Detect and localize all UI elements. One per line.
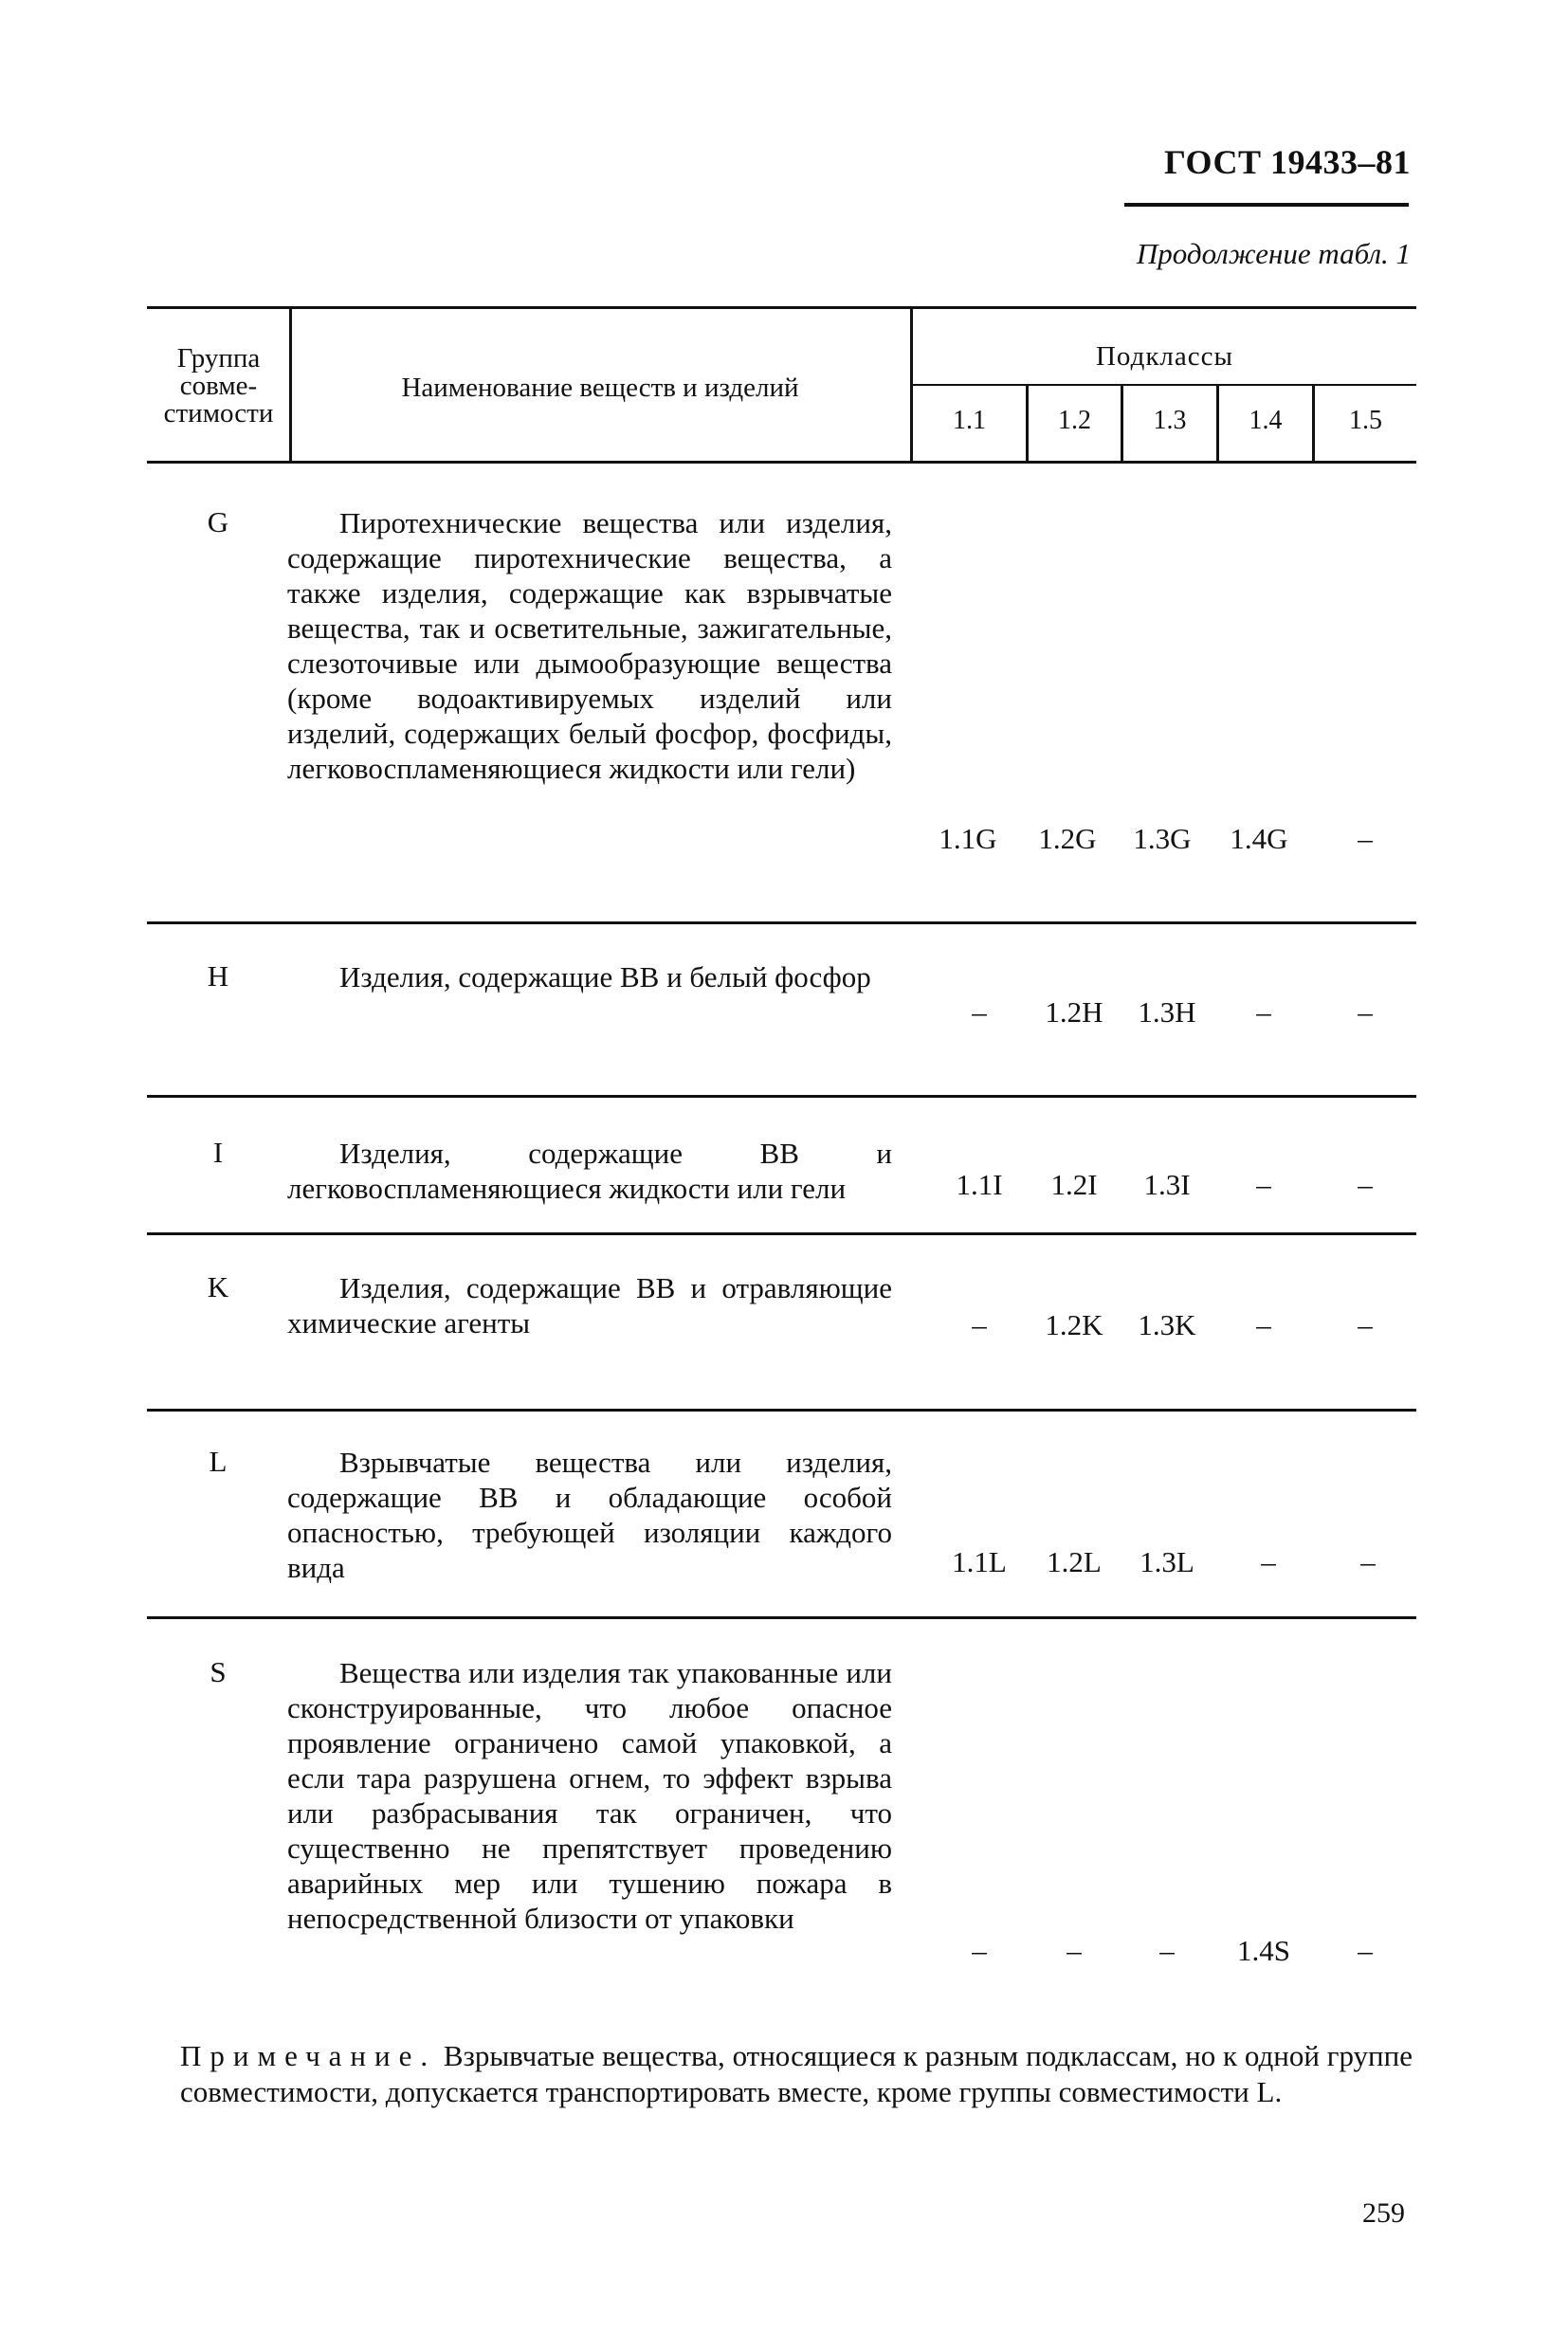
table-cell: 1.1G <box>939 822 997 855</box>
table-cell: – <box>1261 1545 1276 1578</box>
subclass-1-5-header: 1.5 <box>1349 406 1382 435</box>
table-cell: – <box>1360 1545 1376 1578</box>
group-column-header: Группа совме- стимости <box>163 343 274 428</box>
row-divider <box>147 1095 1416 1098</box>
table-cell: 1.3L <box>1140 1545 1194 1578</box>
table-top-rule <box>147 306 1416 309</box>
row-description: Вещества или изделия так упакованные или сконструированные, что любое опасное проявление ограничено самой упаковкой, а если тара разрушена огнем, то эффект взрыва или разбрасывания так ограничен, что существенно не препятствует проведению аварийных мер или тушению пожара в непосредственной близости от упаковки <box>287 1656 892 1935</box>
table-cell: 1.3I <box>1143 1168 1191 1201</box>
page-number: 259 <box>1362 2197 1405 2229</box>
subclass-1-3-header: 1.3 <box>1153 406 1187 435</box>
subclasses-header: Подклассы <box>1095 341 1234 372</box>
note-label: Примечание. <box>180 2039 437 2072</box>
group-code: I <box>212 1136 224 1169</box>
table-cell: 1.2H <box>1045 995 1103 1029</box>
name-column-header: Наименование веществ и изделий <box>401 373 799 403</box>
table-cell: 1.4S <box>1237 1934 1290 1967</box>
row-description: Изделия, содержащие ВВ и белый фосфор <box>339 960 871 993</box>
table-cell: – <box>1256 1308 1271 1341</box>
table-cell: – <box>1067 1934 1082 1967</box>
table-cell: 1.3G <box>1133 822 1192 855</box>
row-divider <box>147 1616 1416 1619</box>
table-cell: 1.2K <box>1045 1308 1103 1341</box>
note-text: Взрывчатые вещества, относящиеся к разным подклассам, но к одной группе совместимости, допускается транспортировать вместе, кроме группы совместимости L. <box>180 2039 1413 2108</box>
table-cell: – <box>972 995 987 1029</box>
row-divider <box>147 921 1416 924</box>
table-cell: – <box>1358 1934 1373 1967</box>
table-cell: 1.4G <box>1230 822 1288 855</box>
subclass-1-2-header: 1.2 <box>1058 406 1091 435</box>
table-note <box>180 2038 1413 2110</box>
row-description: Изделия, содержащие ВВ и легковоспламеняющиеся жидкости или гели <box>287 1137 892 1205</box>
row-description: Взрывчатые вещества или изделия, содержащие ВВ и обладающие особой опасностью, требующей изоляции каждого вида <box>287 1446 892 1584</box>
table-cell: – <box>1256 995 1271 1029</box>
table-cell: – <box>1159 1934 1175 1967</box>
table-cell: – <box>972 1934 987 1967</box>
table-cell: – <box>972 1308 987 1341</box>
row-divider <box>147 1409 1416 1412</box>
group-code: G <box>207 505 229 538</box>
table-cell: – <box>1358 1308 1373 1341</box>
row-description: Пиротехнические вещества или изделия, содержащие пиротехнические вещества, а также изделия, содержащие как взрывчатые вещества, так и осветительные, зажигательные, слезоточивые или дымообразующие вещества (кроме водоактивируемых изделий или изделий, содержащих белый фосфор, фосфиды, легковоспламеняющиеся жидкости или гели) <box>287 506 892 785</box>
group-code: L <box>209 1445 228 1478</box>
subclass-1-4-header: 1.4 <box>1249 406 1283 435</box>
header-rule <box>1124 203 1409 207</box>
table-cell: 1.2I <box>1050 1168 1098 1201</box>
table-cell: – <box>1358 822 1373 855</box>
table-cell: 1.3K <box>1138 1308 1196 1341</box>
subclass-header-rule <box>910 384 1416 386</box>
group-code: H <box>207 959 229 993</box>
standard-code: ГОСТ 19433–81 <box>1164 143 1411 181</box>
subclass-1-1-header: 1.1 <box>953 406 986 435</box>
table-cell: 1.2L <box>1047 1545 1102 1578</box>
table-cell: 1.1I <box>956 1168 1003 1201</box>
table-continuation-label: Продолжение табл. 1 <box>1136 237 1411 270</box>
table-cell: – <box>1256 1168 1271 1201</box>
table-cell: – <box>1358 1168 1373 1201</box>
row-divider <box>147 1232 1416 1235</box>
header-divider <box>910 306 913 463</box>
group-code: K <box>207 1270 229 1303</box>
table-cell: – <box>1358 995 1373 1029</box>
table-cell: 1.1L <box>952 1545 1007 1578</box>
table-cell: 1.2G <box>1038 822 1097 855</box>
group-code: S <box>210 1655 227 1688</box>
table-cell: 1.3H <box>1138 995 1196 1029</box>
table-header-bottom-rule <box>147 461 1416 464</box>
row-description: Изделия, содержащие ВВ и отравляющие химические агенты <box>287 1271 892 1340</box>
